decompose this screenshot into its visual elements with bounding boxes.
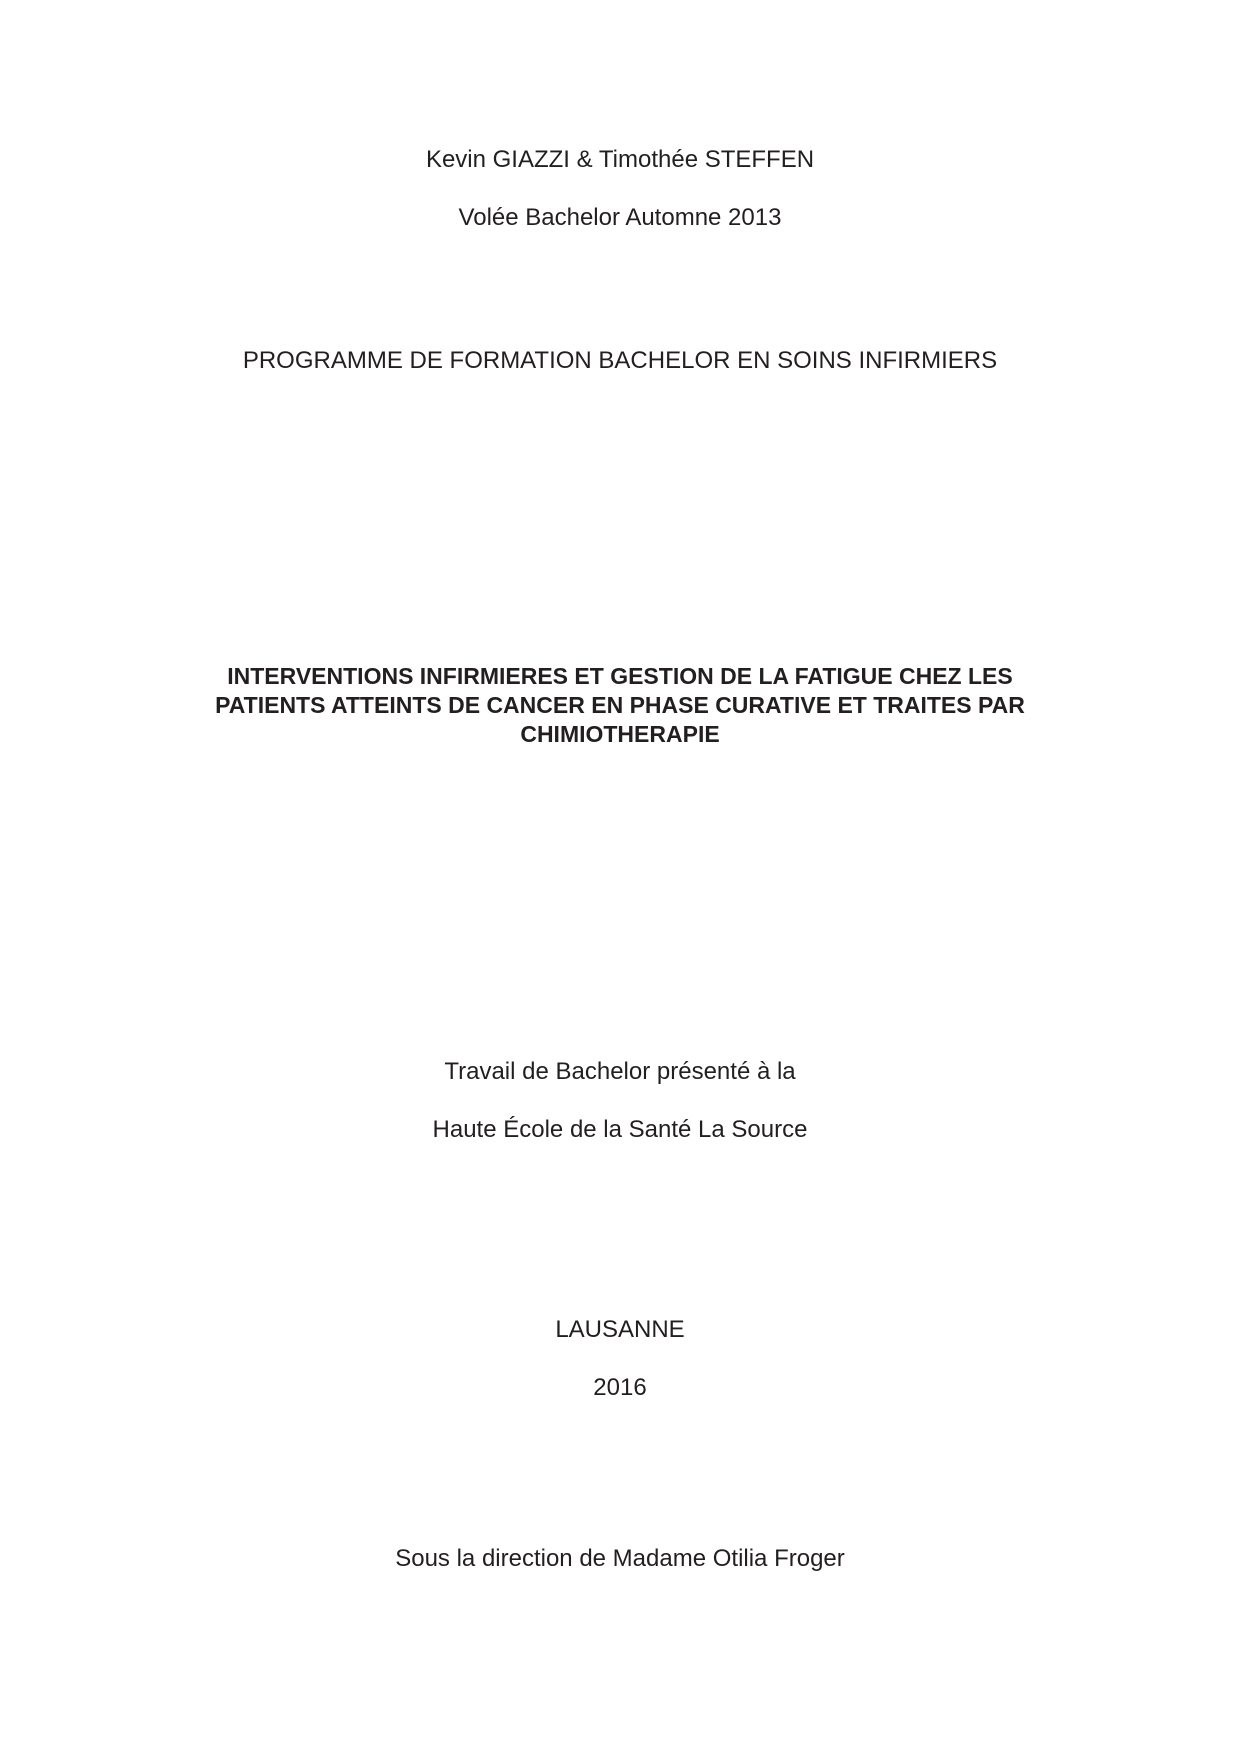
thesis-title <box>150 662 1090 749</box>
program-name: PROGRAMME DE FORMATION BACHELOR EN SOINS INFIRMIERS <box>242 347 998 374</box>
thesis-title-line: INTERVENTIONS INFIRMIERES ET GESTION DE LA FATIGUE CHEZ LES <box>227 663 1013 689</box>
thesis-title-line: PATIENTS ATTEINTS DE CANCER EN PHASE CURATIVE ET TRAITES PAR <box>215 692 1025 718</box>
cohort: Volée Bachelor Automne 2013 <box>458 204 782 231</box>
presented-to: Travail de Bachelor présenté à la <box>444 1058 796 1085</box>
thesis-director: Sous la direction de Madame Otilia Froger <box>395 1545 845 1572</box>
school-name: Haute École de la Santé La Source <box>432 1116 808 1143</box>
city: LAUSANNE <box>555 1316 685 1343</box>
thesis-title-line: CHIMIOTHERAPIE <box>520 721 720 747</box>
year: 2016 <box>593 1374 647 1401</box>
authors: Kevin GIAZZI & Timothée STEFFEN <box>425 146 815 173</box>
